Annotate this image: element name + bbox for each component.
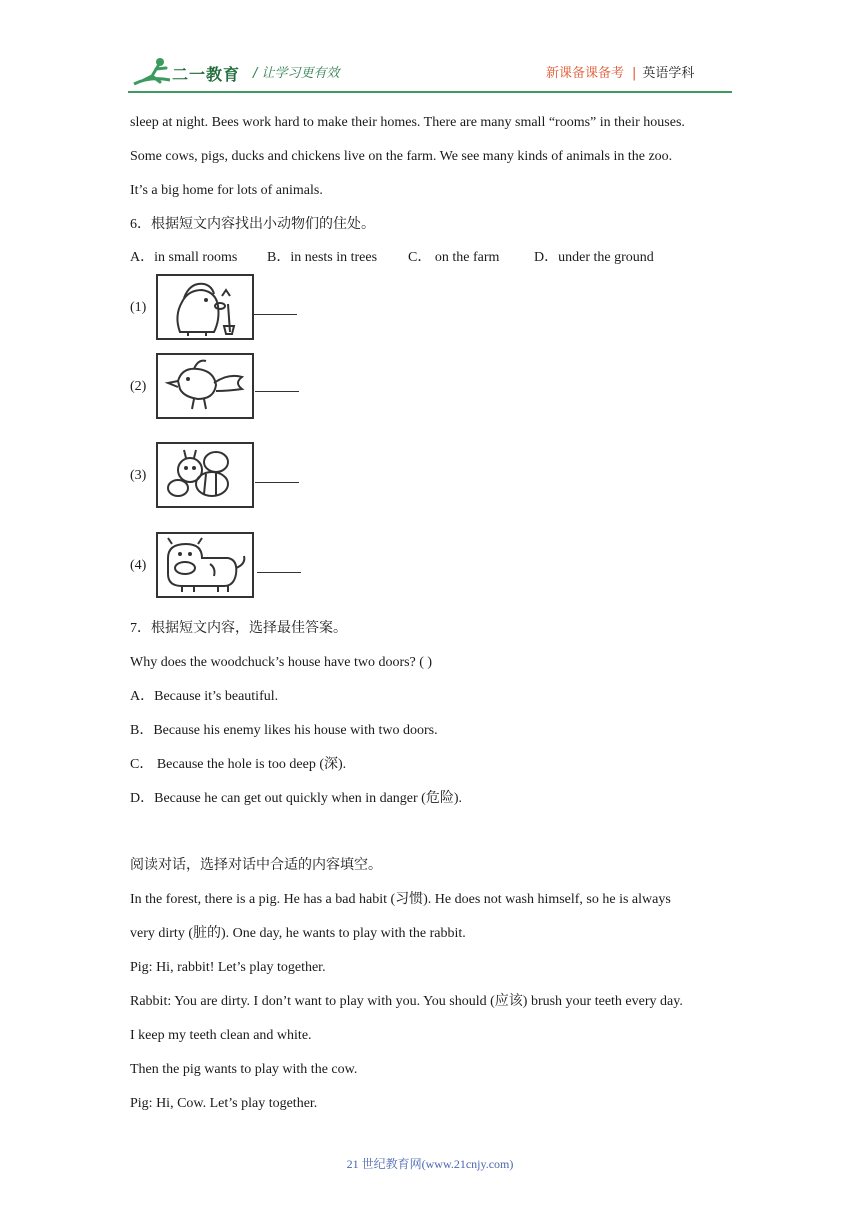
header-rule <box>128 91 732 93</box>
passage-line: Some cows, pigs, ducks and chickens live on the farm. We see many kinds of animals in the zoo. <box>130 149 673 164</box>
logo-text: 二一教育 <box>172 65 241 84</box>
page-footer: 21 世纪教育网(www.21cnjy.com) <box>346 1157 514 1171</box>
header-subject: 英语学科 <box>642 66 695 81</box>
dialogue-line: Pig: Hi, rabbit! Let’s play together. <box>130 960 326 975</box>
item-number: (4) <box>130 558 147 573</box>
dialogue-line: Then the pig wants to play with the cow. <box>130 1062 358 1077</box>
picture-frame <box>156 442 254 508</box>
header-title: 新课备课备考 <box>546 66 625 81</box>
option-a: A．in small rooms <box>130 250 238 265</box>
item-number: (3) <box>130 468 147 483</box>
picture-item-2 <box>130 353 390 423</box>
passage-line: sleep at night. Bees work hard to make their homes. There are many small “rooms” in their houses. <box>130 115 685 130</box>
header-divider: | <box>632 66 637 81</box>
dialogue-line: I keep my teeth clean and white. <box>130 1028 312 1043</box>
answer-blank[interactable] <box>253 314 297 315</box>
header-slogan: / 让学习更有效 <box>253 66 340 81</box>
passage-line: It’s a big home for lots of animals. <box>130 183 323 198</box>
page-header <box>0 0 860 100</box>
question-6-title: 6．根据短文内容找出小动物们的住处。 <box>130 217 375 232</box>
section-instruction: 阅读对话，选择对话中合适的内容填空。 <box>130 858 382 873</box>
woodchuck-icon <box>158 276 252 338</box>
item-number: (1) <box>130 300 147 315</box>
bee-icon <box>158 444 252 506</box>
picture-frame <box>156 532 254 598</box>
picture-item-1 <box>130 274 390 344</box>
answer-blank[interactable] <box>257 572 301 573</box>
option-c: C． on the farm <box>408 250 500 265</box>
question-6-options <box>130 249 654 267</box>
option-d[interactable]: D．Because he can get out quickly when in danger (危险). <box>130 791 463 806</box>
dialogue-line: Pig: Hi, Cow. Let’s play together. <box>130 1096 318 1111</box>
bird-icon <box>158 355 252 417</box>
picture-frame <box>156 353 254 419</box>
option-b[interactable]: B．Because his enemy likes his house with two doors. <box>130 723 438 738</box>
cow-icon <box>158 534 252 596</box>
question-7-title: 7．根据短文内容，选择最佳答案。 <box>130 621 347 636</box>
picture-frame <box>156 274 254 340</box>
picture-item-4 <box>130 532 390 602</box>
header-right <box>546 62 694 81</box>
dialogue-line: very dirty (脏的). One day, he wants to play with the rabbit. <box>130 926 466 941</box>
dialogue-line: Rabbit: You are dirty. I don’t want to play with you. You should (应该) brush your teeth every day. <box>130 994 683 1009</box>
dialogue-line: In the forest, there is a pig. He has a bad habit (习惯). He does not wash himself, so he is always <box>130 892 671 907</box>
option-c[interactable]: C． Because the hole is too deep (深). <box>130 757 347 772</box>
option-b: B．in nests in trees <box>267 250 378 265</box>
option-d: D．under the ground <box>534 250 654 265</box>
question-7-stem: Why does the woodchuck’s house have two doors? ( ) <box>130 655 433 670</box>
option-a[interactable]: A．Because it’s beautiful. <box>130 689 279 704</box>
answer-blank[interactable] <box>255 482 299 483</box>
picture-item-3 <box>130 442 390 512</box>
item-number: (2) <box>130 379 147 394</box>
answer-blank[interactable] <box>255 391 299 392</box>
